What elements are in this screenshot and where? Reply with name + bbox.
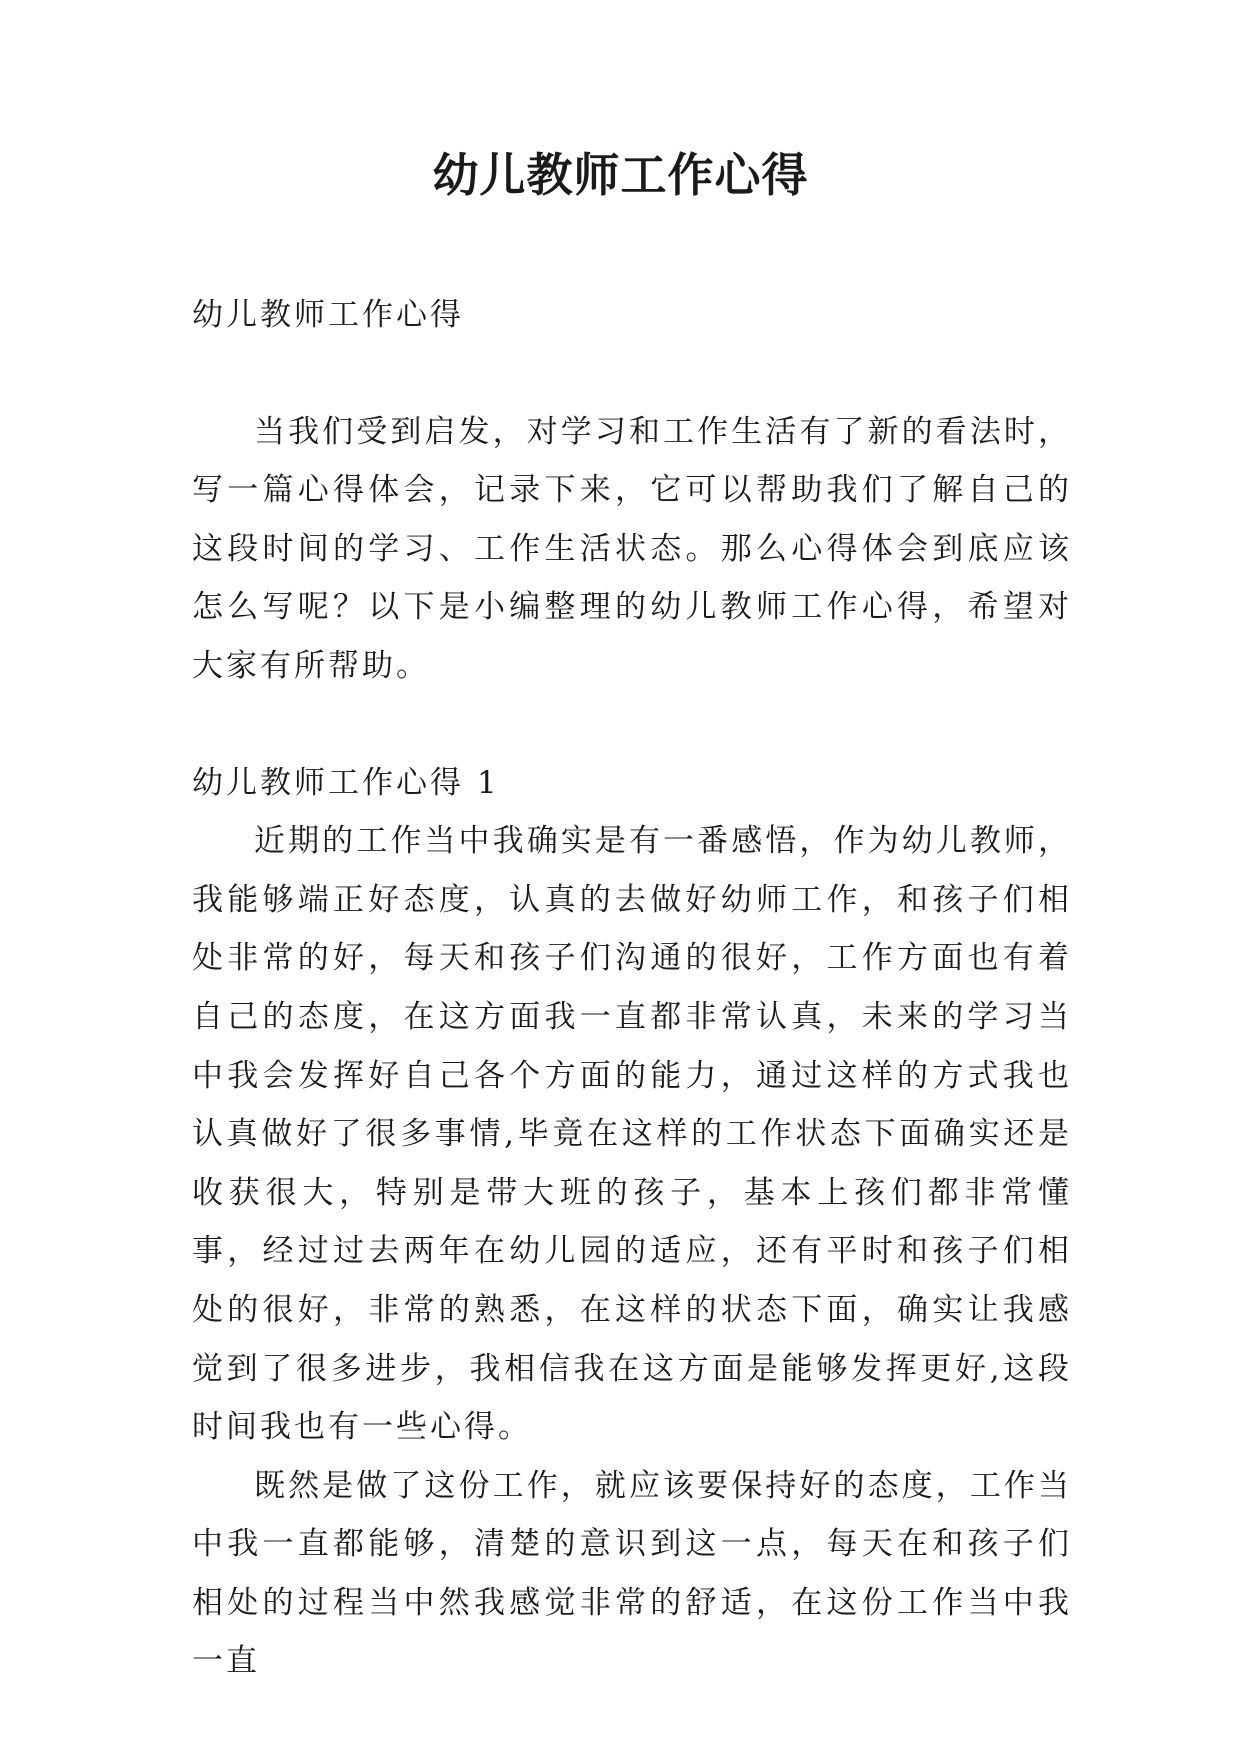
document-subtitle: 幼儿教师工作心得 — [192, 297, 464, 333]
document-body — [192, 286, 1072, 1691]
section-heading-1: 幼儿教师工作心得 1 — [192, 764, 500, 801]
section1-paragraph-1: 近期的工作当中我确实是有一番感悟，作为幼儿教师，我能够端正好态度，认真的去做好幼师工作，和孩子们相处非常的好，每天和孩子们沟通的很好，工作方面也有着自己的态度，在这方面我一直都非常认真，未来的学习当中我会发挥好自己各个方面的能力，通过这样的方式我也认真做好了很多事情,毕竟在这样的工作状态下面确实还是收获很大，特别是带大班的孩子，基本上孩们都非常懂事，经过过去两年在幼儿园的适应，还有平时和孩子们相处的很好，非常的熟悉，在这样的状态下面，确实让我感觉到了很多进步，我相信我在这方面是能够发挥更好,这段时间我也有一些心得。 — [192, 823, 1072, 1446]
document-title: 幼儿教师工作心得 — [432, 148, 809, 202]
intro-paragraph: 当我们受到启发，对学习和工作生活有了新的看法时，写一篇心得体会，记录下来，它可以帮助我们了解自己的这段时间的学习、工作生活状态。那么心得体会到底应该怎么写呢？以下是小编整理的幼儿教师工作心得，希望对大家有所帮助。 — [192, 413, 1072, 684]
section1-paragraph-2: 既然是做了这份工作，就应该要保持好的态度，工作当中我一直都能够，清楚的意识到这一点，每天在和孩子们相处的过程当中然我感觉非常的舒适，在这份工作当中我一直 — [192, 1467, 1072, 1680]
